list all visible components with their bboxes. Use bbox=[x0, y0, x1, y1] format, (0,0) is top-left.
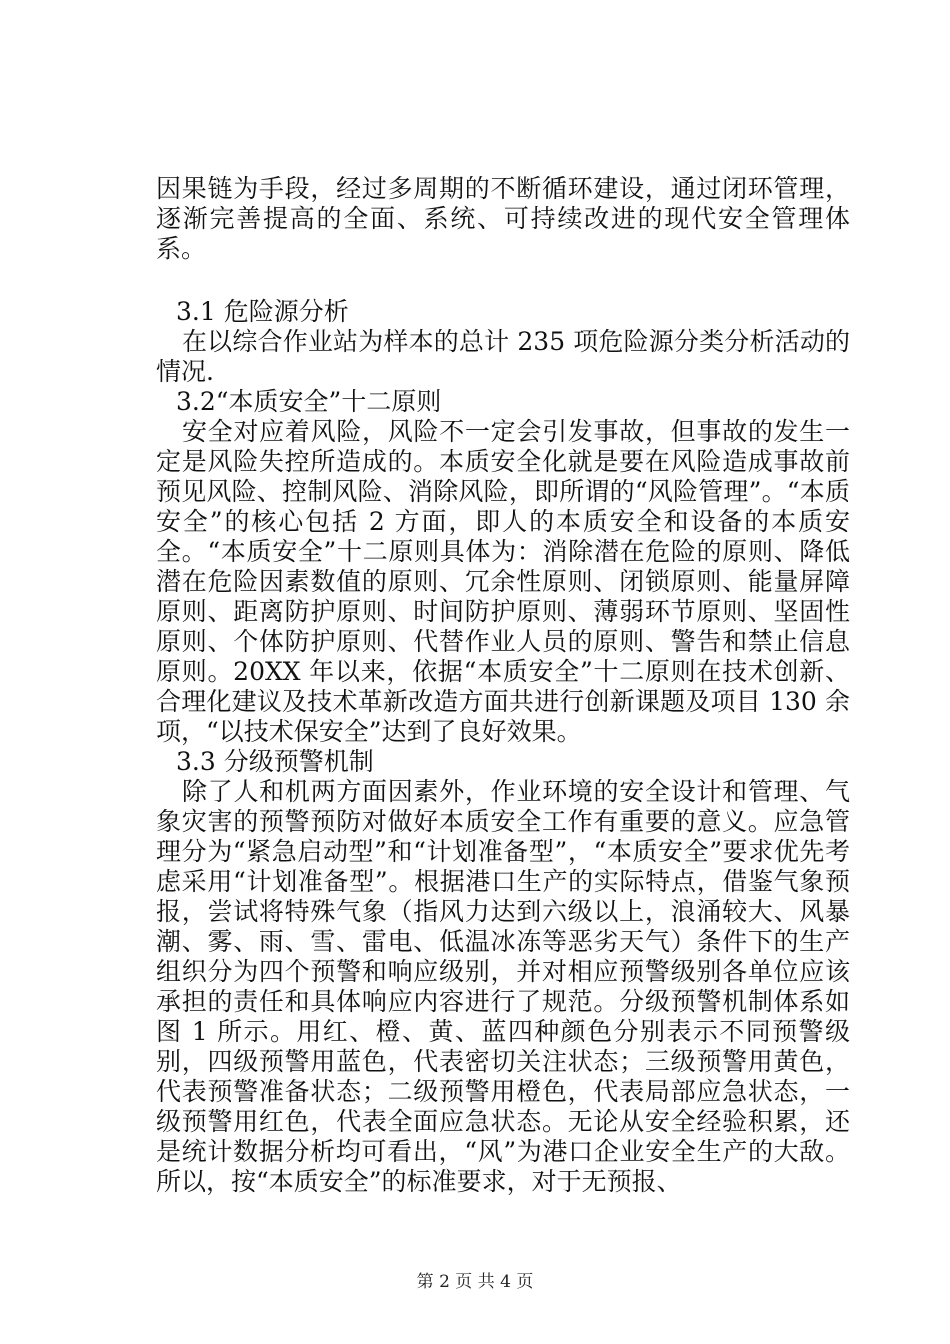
section-heading-3-2: 3.2“本质安全”十二原则 bbox=[176, 387, 442, 416]
paragraph-hazard-analysis: 在以综合作业站为样本的总计 235 项危险源分类分析活动的情况. bbox=[156, 327, 850, 386]
page-number-footer: 第 2 页 共 4 页 bbox=[416, 1272, 534, 1292]
intro-paragraph: 因果链为手段，经过多周期的不断循环建设，通过闭环管理，逐渐完善提高的全面、系统、可持续改进的现代安全管理体系。 bbox=[156, 174, 850, 263]
paragraph-intrinsic-safety: 安全对应着风险，风险不一定会引发事故，但事故的发生一定是风险失控所造成的。本质安全化就是要在风险造成事故前预见风险、控制风险、消除风险，即所谓的“风险管理”。“本质安全”的核心包括 2 方面，即人的本质安全和设备的本质安全。“本质安全”十二原则具体为：消除潜在危险的原则、降低潜在危险因素数值的原则、冗余性原则、闭锁原则、能量屏障原则、距离防护原则、时间防护原则、薄弱环节原则、坚固性原则、个体防护原则、代替作业人员的原则、警告和禁止信息原则。20XX 年以来，依据“本质安全”十二原则在技术创新、合理化建议及技术革新改造方面共进行创新课题及项目 130 余项，“以技术保安全”达到了良好效果。 bbox=[156, 417, 850, 746]
section-heading-3-1: 3.1 危险源分析 bbox=[176, 297, 349, 326]
paragraph-warning-mechanism: 除了人和机两方面因素外，作业环境的安全设计和管理、气象灾害的预警预防对做好本质安全工作有重要的意义。应急管理分为“紧急启动型”和“计划准备型”，“本质安全”要求优先考虑采用“计划准备型”。根据港口生产的实际特点，借鉴气象预报，尝试将特殊气象（指风力达到六级以上，浪涌较大、风暴潮、雾、雨、雪、雷电、低温冰冻等恶劣天气）条件下的生产组织分为四个预警和响应级别，并对相应预警级别各单位应该承担的责任和具体响应内容进行了规范。分级预警机制体系如图 1 所示。用红、橙、黄、蓝四种颜色分别表示不同预警级别，四级预警用蓝色，代表密切关注状态；三级预警用黄色，代表预警准备状态；二级预警用橙色，代表局部应急状态，一级预警用红色，代表全面应急状态。无论从安全经验积累，还是统计数据分析均可看出，“风”为港口企业安全生产的大敌。所以，按“本质安全”的标准要求，对于无预报、 bbox=[156, 777, 850, 1196]
section-heading-3-3: 3.3 分级预警机制 bbox=[176, 747, 374, 776]
document-body bbox=[156, 174, 850, 1197]
